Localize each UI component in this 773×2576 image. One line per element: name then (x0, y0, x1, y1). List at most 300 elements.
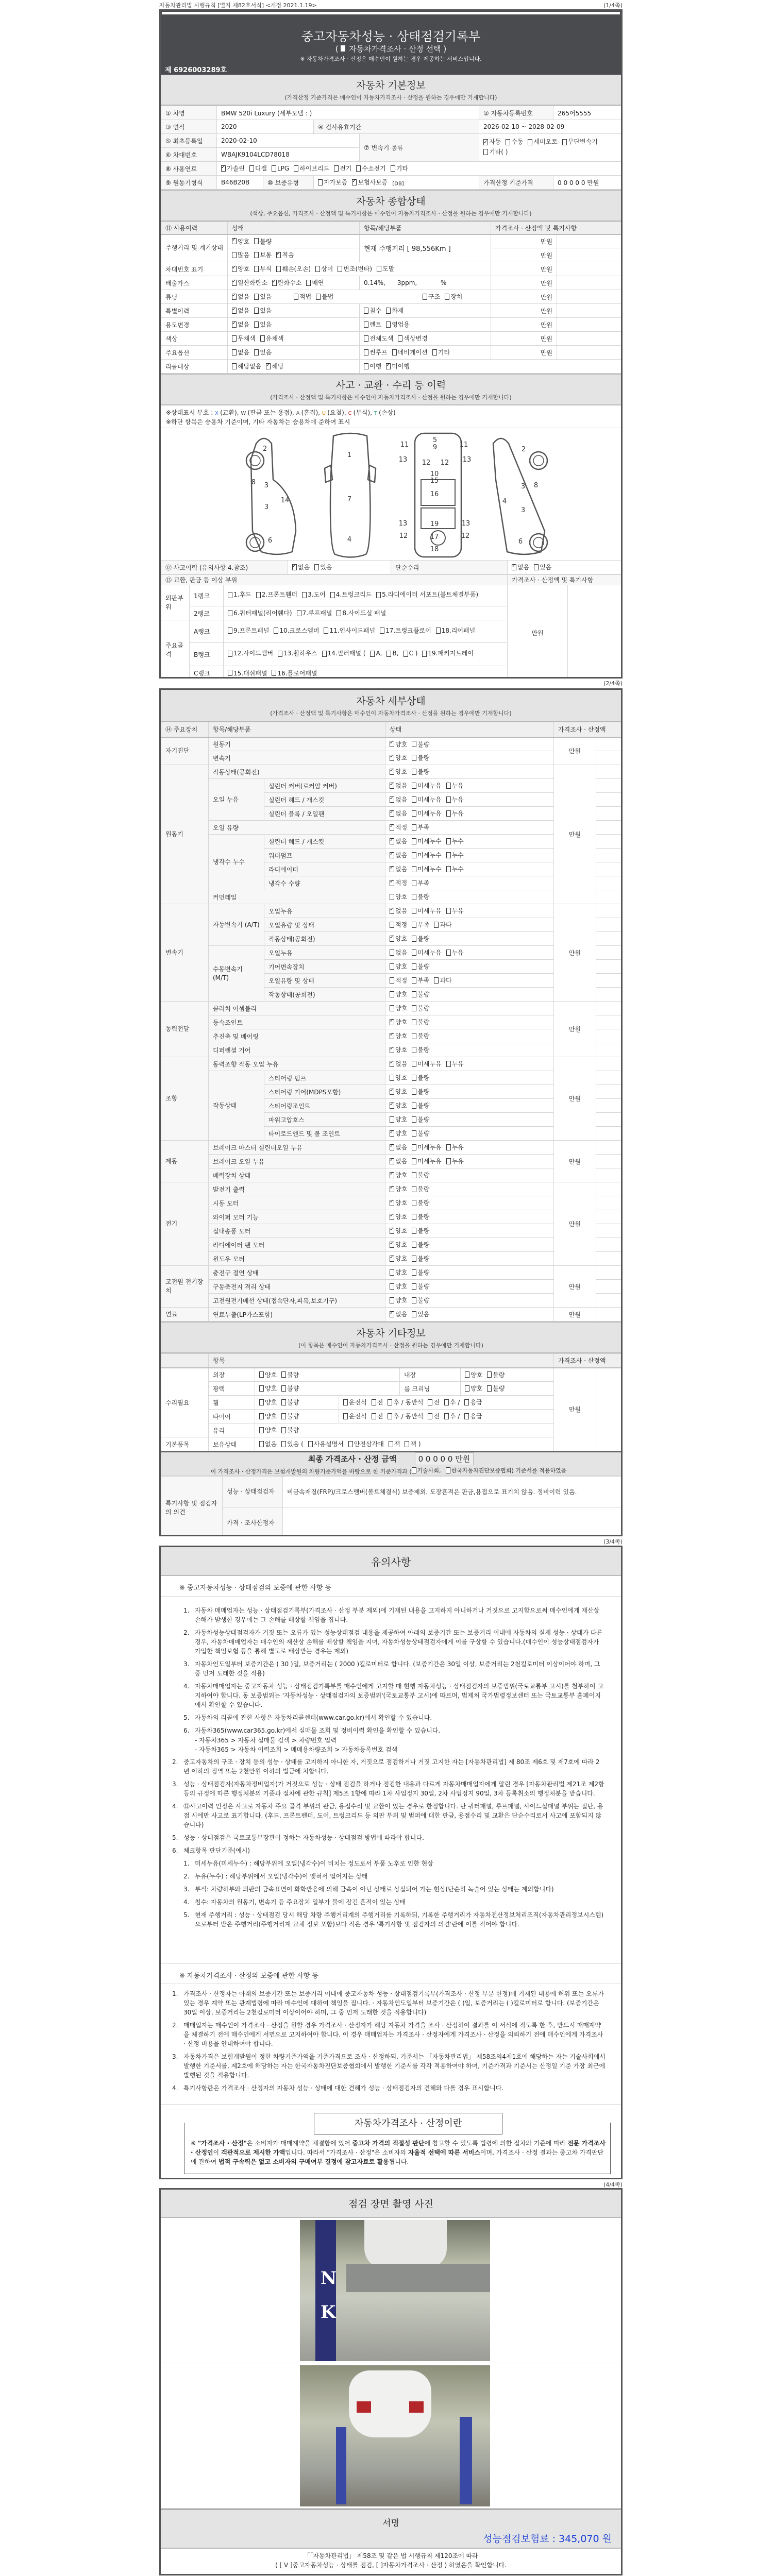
checkbox-option[interactable] (266, 362, 283, 370)
checked-box-icon[interactable] (390, 908, 394, 914)
checkbox-option[interactable] (412, 1129, 429, 1138)
checked-box-icon[interactable] (390, 936, 394, 942)
unchecked-box-icon[interactable] (412, 783, 416, 789)
checkbox-option[interactable] (412, 892, 429, 901)
checkbox-option[interactable] (412, 1198, 429, 1207)
unchecked-box-icon[interactable] (249, 165, 254, 172)
unchecked-box-icon[interactable] (316, 294, 321, 300)
checkbox-option[interactable] (446, 1157, 464, 1165)
unchecked-box-icon[interactable] (412, 1005, 416, 1011)
unchecked-box-icon[interactable] (343, 1399, 348, 1405)
unchecked-box-icon[interactable] (412, 1214, 416, 1220)
checkbox-option[interactable] (412, 1004, 429, 1012)
checkbox-option[interactable] (434, 920, 451, 929)
checkbox-option[interactable] (412, 1240, 429, 1249)
unchecked-box-icon[interactable] (364, 335, 368, 342)
checkbox-option[interactable] (444, 1412, 460, 1420)
unchecked-box-icon[interactable] (412, 1228, 416, 1234)
unchecked-box-icon[interactable] (272, 670, 276, 676)
checkbox-option[interactable] (446, 837, 464, 845)
checked-box-icon[interactable] (292, 564, 297, 570)
unchecked-box-icon[interactable] (412, 880, 416, 886)
unchecked-box-icon[interactable] (259, 1385, 264, 1392)
unchecked-box-icon[interactable] (412, 1089, 416, 1095)
checkbox-option[interactable] (487, 1384, 505, 1393)
checked-box-icon[interactable] (276, 252, 281, 258)
checkbox-option[interactable] (259, 1384, 277, 1393)
checkbox-option[interactable] (465, 1370, 482, 1379)
unchecked-box-icon[interactable] (412, 894, 416, 900)
checkbox-option[interactable] (386, 649, 398, 658)
checkbox-option[interactable] (392, 348, 428, 357)
unchecked-box-icon[interactable] (281, 1371, 286, 1378)
checkbox-option[interactable] (390, 767, 407, 776)
checkbox-option[interactable] (487, 1370, 505, 1379)
unchecked-box-icon[interactable] (370, 651, 375, 657)
checkbox-option[interactable] (324, 626, 375, 635)
checkbox-option[interactable] (388, 1398, 423, 1406)
unchecked-box-icon[interactable] (412, 977, 416, 984)
checkbox-option[interactable] (249, 164, 267, 173)
checked-box-icon[interactable] (390, 852, 394, 858)
unchecked-box-icon[interactable] (392, 349, 397, 355)
unchecked-box-icon[interactable] (412, 950, 416, 956)
checkbox-option[interactable] (446, 948, 464, 957)
checkbox-option[interactable] (412, 837, 441, 845)
unchecked-box-icon[interactable] (465, 1385, 469, 1392)
unchecked-box-icon[interactable] (390, 1283, 394, 1290)
checkbox-option[interactable] (254, 320, 272, 329)
unchecked-box-icon[interactable] (228, 628, 232, 634)
checkbox-option[interactable] (364, 306, 381, 315)
checkbox-option[interactable] (228, 669, 267, 677)
unchecked-box-icon[interactable] (436, 628, 441, 634)
unchecked-box-icon[interactable] (390, 1005, 394, 1011)
checkbox-option[interactable] (390, 851, 407, 859)
unchecked-box-icon[interactable] (294, 165, 298, 172)
checkbox-option[interactable] (423, 292, 440, 301)
unchecked-box-icon[interactable] (254, 266, 259, 272)
checkbox-option[interactable] (390, 1184, 407, 1193)
checkbox-option[interactable] (356, 164, 385, 173)
checkbox-option[interactable] (306, 278, 324, 287)
unchecked-box-icon[interactable] (376, 592, 381, 598)
checked-box-icon[interactable] (390, 783, 394, 789)
checkbox-option[interactable] (390, 795, 407, 804)
unchecked-box-icon[interactable] (412, 796, 416, 803)
unchecked-box-icon[interactable] (330, 592, 335, 598)
checkbox-option[interactable] (390, 1143, 407, 1151)
unchecked-box-icon[interactable] (412, 1242, 416, 1248)
checkbox-option[interactable] (445, 292, 462, 301)
unchecked-box-icon[interactable] (428, 1413, 432, 1419)
unchecked-box-icon[interactable] (228, 610, 232, 616)
unchecked-box-icon[interactable] (276, 266, 281, 272)
checkbox-option[interactable] (412, 934, 429, 943)
checkbox-option[interactable] (389, 1439, 400, 1448)
checkbox-option[interactable] (412, 781, 441, 790)
checkbox-option[interactable] (412, 1184, 429, 1193)
unchecked-box-icon[interactable] (390, 950, 394, 956)
unchecked-box-icon[interactable] (412, 936, 416, 942)
unchecked-box-icon[interactable] (302, 592, 307, 598)
checkbox-option[interactable] (254, 306, 272, 315)
unchecked-box-icon[interactable] (487, 1371, 492, 1378)
checkbox-option[interactable] (390, 1310, 407, 1318)
checked-box-icon[interactable] (390, 1186, 394, 1192)
checked-box-icon[interactable] (232, 266, 237, 272)
checkbox-option[interactable] (398, 334, 427, 343)
checkbox-option[interactable] (254, 348, 272, 357)
checkbox-option[interactable] (412, 906, 441, 915)
unchecked-box-icon[interactable] (254, 294, 259, 300)
checkbox-option[interactable] (254, 250, 272, 259)
checkbox-option[interactable] (428, 1398, 440, 1406)
checkbox-option[interactable] (534, 563, 551, 571)
checkbox-option[interactable] (506, 138, 523, 146)
unchecked-box-icon[interactable] (446, 950, 451, 956)
unchecked-box-icon[interactable] (464, 1413, 469, 1419)
checkbox-option[interactable] (412, 1059, 441, 1068)
unchecked-box-icon[interactable] (364, 321, 368, 328)
unchecked-box-icon[interactable] (446, 1144, 451, 1150)
unchecked-box-icon[interactable] (412, 1047, 416, 1053)
checkbox-option[interactable] (337, 608, 386, 617)
unchecked-box-icon[interactable] (412, 1116, 416, 1123)
unchecked-box-icon[interactable] (412, 1130, 416, 1137)
checkbox-option[interactable] (412, 753, 429, 762)
checkbox-option[interactable] (390, 1198, 407, 1207)
checked-box-icon[interactable] (390, 769, 394, 775)
unchecked-box-icon[interactable] (412, 1103, 416, 1109)
unchecked-box-icon[interactable] (412, 991, 416, 997)
unchecked-box-icon[interactable] (259, 1413, 264, 1419)
checked-box-icon[interactable] (390, 796, 394, 803)
unchecked-box-icon[interactable] (464, 1399, 469, 1405)
unchecked-box-icon[interactable] (412, 1075, 416, 1081)
unchecked-box-icon[interactable] (412, 755, 416, 761)
checkbox-option[interactable] (465, 1384, 482, 1393)
unchecked-box-icon[interactable] (444, 1413, 449, 1419)
checkbox-option[interactable] (412, 1268, 429, 1277)
unchecked-box-icon[interactable] (272, 165, 276, 172)
unchecked-box-icon[interactable] (483, 149, 488, 155)
checkbox-option[interactable] (228, 626, 269, 635)
unchecked-box-icon[interactable] (377, 266, 381, 272)
checkbox-option[interactable] (228, 608, 292, 617)
checkbox-option[interactable] (446, 865, 464, 873)
unchecked-box-icon[interactable] (386, 651, 391, 657)
unchecked-box-icon[interactable] (412, 1467, 416, 1473)
checkbox-option[interactable] (483, 138, 501, 146)
checked-box-icon[interactable] (232, 321, 237, 328)
checkbox-option[interactable] (318, 178, 347, 187)
checkbox-option[interactable] (562, 138, 598, 146)
checkbox-option[interactable] (232, 306, 249, 315)
checked-box-icon[interactable] (390, 866, 394, 872)
unchecked-box-icon[interactable] (428, 1399, 432, 1405)
checkbox-option[interactable] (377, 264, 394, 273)
unchecked-box-icon[interactable] (338, 266, 342, 272)
checkbox-option[interactable] (390, 740, 407, 749)
checkbox-option[interactable] (446, 1143, 464, 1151)
checkbox-option[interactable] (232, 264, 249, 273)
checkbox-option[interactable] (412, 962, 429, 971)
checkbox-option[interactable] (272, 165, 289, 172)
unchecked-box-icon[interactable] (324, 628, 328, 634)
checkbox-option[interactable] (364, 362, 381, 370)
checkbox-option[interactable] (390, 1254, 407, 1263)
unchecked-box-icon[interactable] (232, 335, 237, 342)
checkbox-option[interactable] (390, 1268, 407, 1277)
unchecked-box-icon[interactable] (445, 294, 449, 300)
checkbox-option[interactable] (434, 976, 451, 985)
checkbox-option[interactable] (483, 148, 508, 157)
unchecked-box-icon[interactable] (412, 1061, 416, 1067)
checkbox-option[interactable] (412, 1466, 441, 1475)
checkbox-option[interactable] (390, 865, 407, 873)
unchecked-box-icon[interactable] (412, 1019, 416, 1025)
unchecked-box-icon[interactable] (337, 610, 341, 616)
unchecked-box-icon[interactable] (404, 651, 408, 657)
unchecked-box-icon[interactable] (260, 335, 265, 342)
unchecked-box-icon[interactable] (254, 349, 259, 355)
unchecked-box-icon[interactable] (446, 783, 451, 789)
checkbox-option[interactable] (388, 1412, 423, 1420)
checked-box-icon[interactable] (390, 1019, 394, 1025)
checkbox-option[interactable] (348, 1439, 384, 1448)
unchecked-box-icon[interactable] (364, 349, 368, 355)
unchecked-box-icon[interactable] (259, 1371, 264, 1378)
checkbox-option[interactable] (390, 1115, 407, 1124)
checkbox-option[interactable] (412, 948, 441, 957)
checked-box-icon[interactable] (512, 564, 516, 570)
unchecked-box-icon[interactable] (534, 564, 539, 570)
checked-box-icon[interactable] (390, 741, 394, 747)
checkbox-option[interactable] (390, 962, 407, 971)
checkbox-option[interactable] (232, 348, 249, 357)
unchecked-box-icon[interactable] (446, 852, 451, 858)
unchecked-box-icon[interactable] (256, 592, 261, 598)
checkbox-option[interactable] (259, 1439, 277, 1448)
checked-box-icon[interactable] (266, 363, 271, 369)
unchecked-box-icon[interactable] (390, 1297, 394, 1303)
unchecked-box-icon[interactable] (412, 1311, 416, 1317)
unchecked-box-icon[interactable] (254, 252, 259, 258)
unchecked-box-icon[interactable] (322, 651, 327, 657)
unchecked-box-icon[interactable] (390, 977, 394, 984)
unchecked-box-icon[interactable] (259, 1399, 264, 1405)
checked-box-icon[interactable] (390, 1033, 394, 1039)
unchecked-box-icon[interactable] (405, 1441, 409, 1447)
checkbox-option[interactable] (232, 334, 256, 343)
unchecked-box-icon[interactable] (446, 866, 451, 872)
checkbox-option[interactable] (412, 865, 441, 873)
unchecked-box-icon[interactable] (232, 349, 237, 355)
unchecked-box-icon[interactable] (386, 321, 391, 328)
checkbox-option[interactable] (256, 590, 297, 599)
unchecked-box-icon[interactable] (388, 1413, 392, 1419)
checkbox-option[interactable] (428, 1412, 440, 1420)
unchecked-box-icon[interactable] (388, 1399, 392, 1405)
unchecked-box-icon[interactable] (412, 1144, 416, 1150)
checked-box-icon[interactable] (390, 1130, 394, 1137)
unchecked-box-icon[interactable] (434, 977, 439, 984)
checkbox-option[interactable] (390, 1101, 407, 1110)
checkbox-option[interactable] (390, 1059, 407, 1068)
unchecked-box-icon[interactable] (528, 139, 532, 145)
checkbox-option[interactable] (281, 1426, 299, 1434)
checkbox-option[interactable] (390, 1296, 407, 1304)
checkbox-option[interactable] (390, 781, 407, 790)
unchecked-box-icon[interactable] (390, 1269, 394, 1276)
unchecked-box-icon[interactable] (389, 1441, 393, 1447)
checkbox-option[interactable] (390, 1282, 407, 1291)
unchecked-box-icon[interactable] (446, 810, 451, 817)
unchecked-box-icon[interactable] (444, 1399, 449, 1405)
checkbox-option[interactable] (390, 976, 407, 985)
checkbox-option[interactable] (254, 264, 272, 273)
checkbox-option[interactable] (412, 1310, 429, 1318)
unchecked-box-icon[interactable] (281, 1413, 286, 1419)
checkbox-option[interactable] (343, 1412, 367, 1420)
checked-box-icon[interactable] (390, 1144, 394, 1150)
unchecked-box-icon[interactable] (446, 1158, 451, 1164)
unchecked-box-icon[interactable] (259, 1427, 264, 1433)
checkbox-option[interactable] (364, 320, 381, 329)
checkbox-option[interactable] (364, 348, 388, 357)
checkbox-option[interactable] (446, 809, 464, 818)
checkbox-option[interactable] (390, 934, 407, 943)
checkbox-option[interactable] (391, 164, 408, 173)
checkbox-option[interactable] (405, 1439, 421, 1448)
checkbox-option[interactable] (422, 649, 474, 658)
unchecked-box-icon[interactable] (315, 266, 320, 272)
checked-box-icon[interactable] (232, 308, 237, 314)
checkbox-option[interactable] (412, 1171, 429, 1179)
unchecked-box-icon[interactable] (412, 1200, 416, 1206)
checkbox-option[interactable] (446, 1059, 464, 1068)
unchecked-box-icon[interactable] (297, 610, 301, 616)
checkbox-option[interactable] (272, 669, 317, 677)
checkbox-option[interactable] (412, 1282, 429, 1291)
unchecked-box-icon[interactable] (412, 1033, 416, 1039)
checkbox-option[interactable] (302, 590, 326, 599)
checkbox-option[interactable] (412, 1226, 429, 1235)
checked-box-icon[interactable] (232, 294, 237, 300)
unchecked-box-icon[interactable] (274, 628, 278, 634)
checkbox-option[interactable] (297, 608, 332, 617)
checkbox-option[interactable] (432, 348, 450, 357)
checkbox-option[interactable] (232, 278, 267, 287)
unchecked-box-icon[interactable] (412, 741, 416, 747)
checkbox-option[interactable] (386, 362, 410, 370)
unchecked-box-icon[interactable] (281, 1427, 286, 1433)
checkbox-option[interactable] (372, 1412, 383, 1420)
unchecked-box-icon[interactable] (254, 321, 259, 328)
unchecked-box-icon[interactable] (390, 963, 394, 970)
checkbox-option[interactable] (260, 334, 284, 343)
unchecked-box-icon[interactable] (308, 1441, 313, 1447)
unchecked-box-icon[interactable] (446, 838, 451, 844)
checkbox-option[interactable] (228, 590, 251, 599)
unchecked-box-icon[interactable] (281, 1441, 286, 1447)
checked-box-icon[interactable] (232, 280, 237, 286)
unchecked-box-icon[interactable] (390, 1116, 394, 1123)
unchecked-box-icon[interactable] (412, 838, 416, 844)
checkbox-option[interactable] (412, 1296, 429, 1304)
unchecked-box-icon[interactable] (412, 852, 416, 858)
checkbox-option[interactable] (315, 264, 333, 273)
checkbox-option[interactable] (259, 1398, 277, 1406)
checked-box-icon[interactable] (390, 838, 394, 844)
checkbox-option[interactable] (294, 292, 311, 301)
checkbox-option[interactable] (272, 278, 301, 287)
checkbox-option[interactable] (390, 1226, 407, 1235)
checked-box-icon[interactable] (221, 165, 226, 172)
checkbox-option[interactable] (278, 649, 317, 658)
checkbox-option[interactable] (390, 1212, 407, 1221)
unchecked-box-icon[interactable] (412, 1256, 416, 1262)
unchecked-box-icon[interactable] (412, 1172, 416, 1178)
checkbox-option[interactable] (221, 164, 245, 173)
checkbox-option[interactable] (308, 1439, 344, 1448)
checkbox-option[interactable] (390, 1045, 407, 1054)
checkbox-option[interactable] (390, 948, 407, 957)
unchecked-box-icon[interactable] (314, 564, 319, 570)
checkbox-option[interactable] (232, 292, 249, 301)
checkbox-option[interactable] (412, 1045, 429, 1054)
checkbox-option[interactable] (390, 753, 407, 762)
checkbox-option[interactable] (412, 1087, 429, 1096)
unchecked-box-icon[interactable] (364, 308, 368, 314)
unchecked-box-icon[interactable] (232, 252, 237, 258)
unchecked-box-icon[interactable] (412, 1269, 416, 1276)
checked-box-icon[interactable] (272, 280, 277, 286)
unchecked-box-icon[interactable] (228, 670, 232, 676)
checkbox-option[interactable] (314, 563, 332, 571)
unchecked-box-icon[interactable] (412, 908, 416, 914)
unchecked-box-icon[interactable] (254, 238, 259, 244)
checkbox-option[interactable] (372, 1398, 383, 1406)
unchecked-box-icon[interactable] (412, 769, 416, 775)
checked-box-icon[interactable] (390, 1311, 394, 1317)
checkbox-option[interactable] (334, 164, 351, 173)
checkbox-option[interactable] (274, 626, 319, 635)
unchecked-box-icon[interactable] (228, 651, 232, 657)
checkbox-option[interactable] (390, 823, 407, 832)
checked-box-icon[interactable] (390, 1061, 394, 1067)
checkbox-option[interactable] (281, 1439, 304, 1448)
checkbox-option[interactable] (412, 1254, 429, 1263)
checked-box-icon[interactable] (483, 139, 488, 145)
price-selection-checkbox[interactable] (341, 45, 345, 52)
checkbox-option[interactable] (370, 649, 382, 658)
unchecked-box-icon[interactable] (228, 592, 232, 598)
checkbox-option[interactable] (446, 1466, 567, 1475)
unchecked-box-icon[interactable] (446, 908, 451, 914)
checked-box-icon[interactable] (390, 1200, 394, 1206)
checkbox-option[interactable] (412, 851, 441, 859)
unchecked-box-icon[interactable] (318, 179, 323, 185)
unchecked-box-icon[interactable] (412, 963, 416, 970)
checkbox-option[interactable] (330, 590, 372, 599)
checkbox-option[interactable] (390, 906, 407, 915)
checkbox-option[interactable] (390, 990, 407, 998)
checkbox-option[interactable] (322, 649, 366, 658)
checkbox-option[interactable] (412, 795, 441, 804)
checkbox-option[interactable] (276, 250, 294, 259)
